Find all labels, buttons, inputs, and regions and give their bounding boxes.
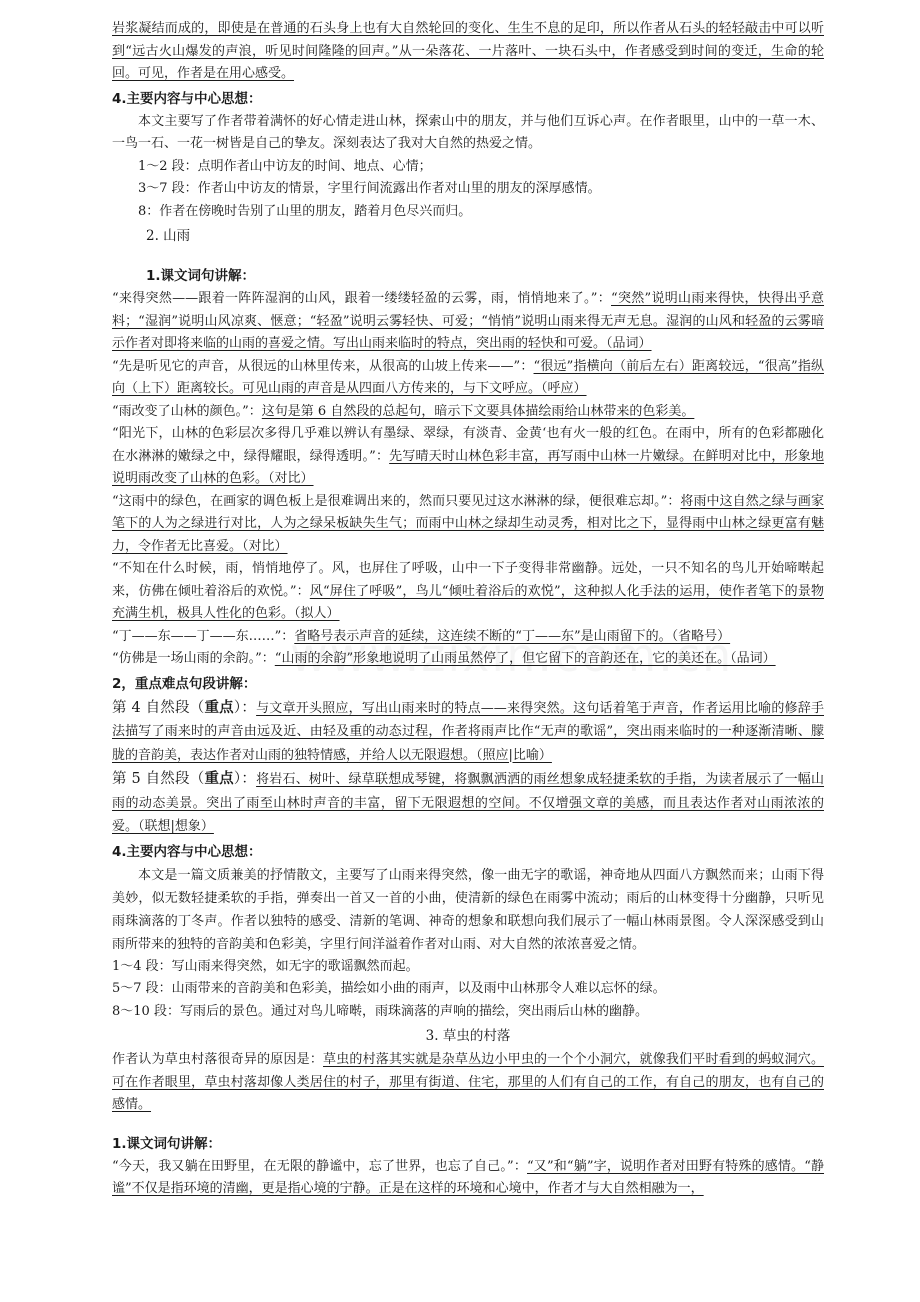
lesson-title: 3. 草虫的村落 xyxy=(425,1028,511,1044)
explanation: 草虫的村落其实就是杂草丛边小甲虫的一个个小洞穴，就像我们平时看到的蚂蚁洞穴。可在作者眼里，草虫村落却像人类居住的村子，那里有街道、住宅，那里的人们有自己的工作，有自己的朋友，也有自己的感情。 xyxy=(112,1052,824,1112)
explanation-item xyxy=(112,626,824,649)
quote: “这雨中的绿色，在画家的调色板上是很难调出来的，然而只要见过这水淋淋的绿，便很难忘却。”： xyxy=(112,493,681,509)
explanation: “突然”说明山雨来得快，快得出乎意料；“湿润”说明山风凉爽、惬意；“轻盈”说明云雾轻快、可爱；“悄悄”说明山雨来得无声无息。湿润的山风和轻盈的云雾暗示作者对即将来临的山雨的喜爱之情。写出山雨来临时的特点，突出雨的轻快和可爱。（品词） xyxy=(112,291,825,351)
section-heading: 2，重点难点句段讲解： xyxy=(112,675,257,692)
underlined-text: 岩浆凝结而成的，即使是在普通的石头身上也有大自然轮回的变化、生生不息的足印，所以作者从石头的轻轻敲击中可以听到“远古火山爆发的声浪，听见时间隆隆的回声。”从一朵落花、一片落叶、一块石头中，作者感受到时间的变迁，生命的轮回。可见，作者是在用心感受。 xyxy=(112,21,824,81)
quote: “今天，我又躺在田野里，在无限的静谧中，忘了世界，也忘了自己。”： xyxy=(112,1158,527,1174)
section-heading: 1.课文词句讲解： xyxy=(146,268,256,284)
quote: “仿佛是一场山雨的余韵。”： xyxy=(112,651,275,666)
summary-paragraph: 本文是一篇文质兼美的抒情散文，主要写了山雨来得突然，像一曲无字的歌谣，神奇地从四面八方飘然而来；山雨下得美妙，似无数轻捷柔软的手指，弹奏出一首又一首的小曲，使清新的绿色在雨雾中流动；雨后的山林变得十分幽静，只听见雨珠滴落的丁冬声。作者以独特的感受、清新的笔调、神奇的想象和联想向我们展示了一幅山林雨景图。令人深深感受到山雨所带来的独特的音韵美和色彩美，字里行间洋溢着作者对山雨、对大自然的浓浓喜爱之情。 xyxy=(112,867,824,952)
section-heading: 4.主要内容与中心思想： xyxy=(112,90,262,107)
intro-paragraph xyxy=(112,1049,824,1117)
explanation-item xyxy=(112,1156,824,1201)
paragraph-label: 第 4 自然段（ xyxy=(112,699,205,716)
segment-line: 1～4 段：写山雨来得突然，如无字的歌谣飘然而起。 xyxy=(112,958,419,974)
explanation-item xyxy=(112,491,824,559)
key-paragraph xyxy=(112,767,824,839)
spacer xyxy=(112,249,824,263)
explanation: 风“屏住了呼吸”，鸟儿“倾吐着浴后的欢悦”，这种拟人化手法的运用，使作者笔下的景物充满生机，极具人性化的色彩。（拟人） xyxy=(112,583,824,621)
spacer xyxy=(112,1117,824,1131)
explanation: “山雨的余韵”形象地说明了山雨虽然停了，但它留下的音韵还在，它的美还在。（品词） xyxy=(274,651,776,666)
key-marker: 重点 xyxy=(204,770,234,787)
lesson-title: 2. 山雨 xyxy=(146,228,191,244)
quote: “不知在什么时候，雨，悄悄地停了。风，也屏住了呼吸，山中一下子变得非常幽静。远处，一只不知名的鸟儿开始啼啭起来，仿佛在倾吐着浴后的欢悦。”： xyxy=(112,561,824,599)
explanation: 先写晴天时山林色彩丰富，再写雨中山林一片嫩绿。在鲜明对比中，形象地说明雨改变了山林的色彩。（对比） xyxy=(112,448,824,486)
key-marker: 重点 xyxy=(204,698,234,716)
explanation-item xyxy=(112,288,824,356)
key-paragraph xyxy=(112,696,824,768)
explanation: 将岩石、树叶、绿草联想成琴键，将飘飘洒洒的雨丝想象成轻捷柔软的手指，为读者展示了一幅山雨的动态美景。突出了雨至山林时声音的丰富，留下无限遐想的空间。不仅增强文章的美感，而且表达作者对山雨浓浓的爱。（联想|想象） xyxy=(112,772,825,834)
paragraph xyxy=(112,18,824,86)
explanation: “很远”指横向（前后左右）距离较远，“很高”指纵向（上下）距离较长。可见山雨的声音是从四面八方传来的，与下文呼应。（呼应） xyxy=(112,358,824,396)
segment-line: 3～7 段：作者山中访友的情景，字里行间流露出作者对山里的朋友的深厚感情。 xyxy=(138,181,601,196)
explanation: 这句是第 6 自然段的总起句，暗示下文要具体描绘雨给山林带来的色彩美。 xyxy=(261,403,695,419)
explanation: “又”和“躺”字，说明作者对田野有特殊的感情。“静谧”不仅是指环境的清幽，更是指心境的宁静。正是在这样的环境和心境中，作者才与大自然相融为一， xyxy=(112,1158,825,1196)
explanation-item xyxy=(112,558,824,626)
section-heading: 4.主要内容与中心思想： xyxy=(112,843,262,860)
paragraph-label: 第 5 自然段（ xyxy=(112,771,205,787)
section-heading: 1.课文词句讲解： xyxy=(112,1135,222,1152)
explanation-item xyxy=(112,401,824,424)
segment-line: 5～7 段：山雨带来的音韵美和色彩美，描绘如小曲的雨声，以及雨中山林那令人难以忘怀的绿。 xyxy=(112,981,666,996)
explanation-item xyxy=(112,356,824,401)
explanation: 省略号表示声音的延续，这连续不断的“丁——东”是山雨留下的。（省略号） xyxy=(294,628,731,644)
segment-line: 1～2 段：点明作者山中访友的时间、地点、心情； xyxy=(138,158,432,174)
explanation: 将雨中这自然之绿与画家笔下的人为之绿进行对比，人为之绿呆板缺失生气；而雨中山林之绿却生动灵秀，相对比之下，显得雨中山林之绿更富有魅力，令作者无比喜爱。（对比） xyxy=(112,493,824,554)
question: 作者认为草虫村落很奇异的原因是： xyxy=(112,1052,324,1067)
label-end: ）： xyxy=(233,699,257,716)
quote: “先是听见它的声音，从很远的山林里传来，从很高的山坡上传来——”： xyxy=(112,358,534,374)
quote: “阳光下，山林的色彩层次多得几乎难以辨认有墨绿、翠绿，有淡青、金黄‘也有火一般的红色。在雨中，所有的色彩都融化在水淋淋的嫩绿之中，绿得耀眼，绿得透明。”： xyxy=(112,426,824,464)
explanation: 与文章开头照应，写出山雨来时的特点——来得突然。这句话着笔于声音，作者运用比喻的修辞手法描写了雨来时的声音由远及近、由轻及重的动态过程，作者将雨声比作“无声的歌谣”，突出雨来临时的一种逐渐清晰、朦胧的音韵美，表达作者对山雨的独特情感，并给人以无限遐想。（照应|比喻） xyxy=(112,700,824,763)
segment-line: 8～10 段：写雨后的景色。通过对鸟儿啼啭，雨珠滴落的声响的描绘，突出雨后山林的幽静。 xyxy=(112,1003,648,1019)
explanation-item xyxy=(112,648,824,671)
quote: “来得突然——跟着一阵阵湿润的山风，跟着一缕缕轻盈的云雾，雨，悄悄地来了。”： xyxy=(112,291,611,306)
quote: “丁——东——丁——东……”： xyxy=(112,628,295,644)
explanation-item xyxy=(112,423,824,491)
segment-line: 8：作者在傍晚时告别了山里的朋友，踏着月色尽兴而归。 xyxy=(138,203,472,219)
summary-paragraph: 本文主要写了作者带着满怀的好心情走进山林，探索山中的朋友，并与他们互诉心声。在作者眼里，山中的一草一木、一鸟一石、一花一树皆是自己的挚友。深刻表达了我对大自然的热爱之情。 xyxy=(112,113,824,151)
quote: “雨改变了山林的颜色。”： xyxy=(112,403,262,419)
label-end: ）： xyxy=(233,771,257,787)
